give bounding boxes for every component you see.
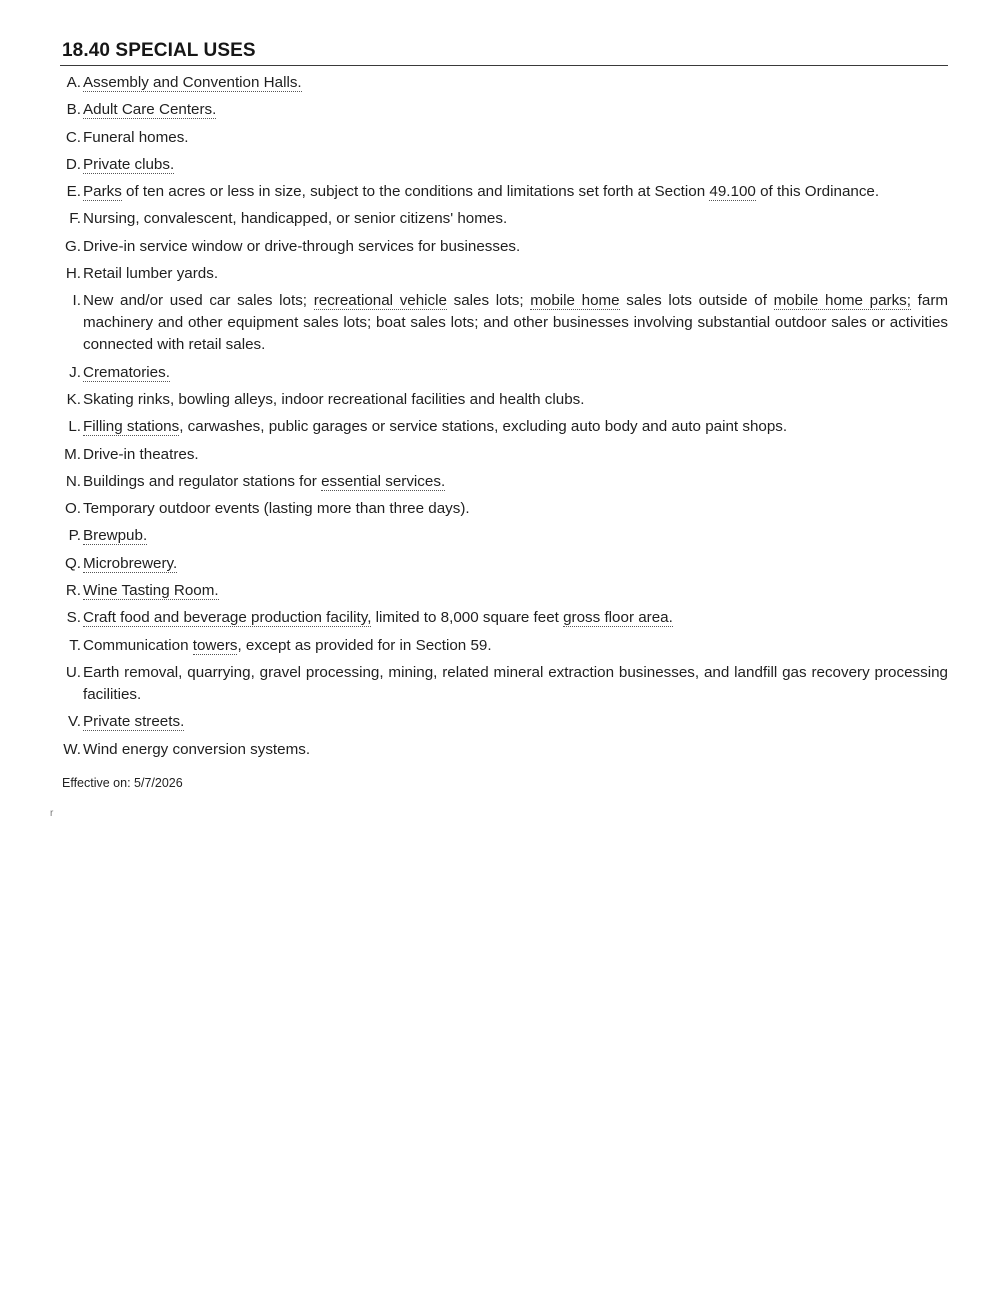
item-text [83, 444, 948, 466]
item-letter: F. [69, 210, 81, 228]
list-item [60, 635, 948, 657]
item-text-segment: of ten acres or less in size, subject to the conditions and limitations set forth at Section [121, 183, 710, 201]
list-item [60, 389, 948, 411]
item-letter: P. [68, 527, 81, 545]
item-letter: N. [65, 472, 81, 490]
definition-link[interactable]: Assembly and Convention Halls. [83, 74, 302, 91]
definition-link[interactable]: Private clubs. [83, 155, 175, 173]
definition-link[interactable]: Microbrewery. [83, 554, 178, 572]
item-text [83, 181, 948, 203]
item-text-segment: Buildings and regulator stations for [83, 472, 322, 490]
item-text [83, 607, 948, 629]
list-item [60, 444, 948, 466]
item-letter: Q. [64, 554, 81, 572]
item-text-segment: Drive-in service window or drive-through services for businesses. [83, 237, 521, 255]
item-letter: O. [64, 500, 81, 518]
item-text-segment: Wind energy conversion systems. [83, 740, 311, 758]
section-title: 18.40 SPECIAL USES [62, 40, 256, 61]
item-text-segment: sales lots; [446, 292, 531, 310]
list-item [60, 553, 948, 575]
item-text [83, 416, 948, 438]
definition-link[interactable]: towers [192, 636, 238, 654]
list-item [60, 416, 948, 438]
title-divider [60, 65, 948, 66]
definition-link[interactable]: mobile home parks; [773, 292, 911, 310]
item-letter: S. [66, 609, 81, 627]
item-text-segment: Funeral homes. [83, 128, 189, 146]
definition-link[interactable]: gross floor area. [563, 609, 673, 627]
scan-speck: r [50, 808, 54, 819]
item-text [83, 553, 948, 575]
definition-link[interactable]: Crematories. [83, 363, 170, 381]
item-text-segment: , except as provided for in Section 59. [237, 636, 492, 654]
item-text [83, 263, 948, 285]
item-text [83, 580, 948, 602]
special-uses-list [60, 72, 948, 766]
definition-link[interactable]: 49.100 [709, 183, 756, 201]
definition-link[interactable]: recreational vehicle [313, 292, 447, 310]
definition-link[interactable]: mobile home [530, 292, 620, 310]
item-text [83, 635, 948, 657]
definition-link[interactable]: Craft food and beverage production facility, [83, 609, 372, 627]
item-letter: H. [65, 265, 81, 283]
item-letter: W. [63, 740, 81, 758]
item-letter: T. [69, 636, 81, 654]
item-letter: C. [65, 128, 81, 146]
item-letter: J. [69, 363, 81, 381]
item-letter: L. [68, 418, 81, 436]
item-text-segment: Temporary outdoor events (lasting more than three days). [83, 500, 470, 518]
list-item [60, 711, 948, 733]
list-item [60, 362, 948, 384]
item-text-segment: Drive-in theatres. [83, 445, 199, 463]
item-letter: E. [66, 183, 81, 201]
item-text-segment: farm machinery and other equipment sales lots; boat sales lots; and other businesses involving substantial outdoor sales or activities connected with retail sales. [83, 292, 949, 354]
item-text [83, 362, 948, 384]
list-item [60, 290, 948, 356]
item-letter: D. [65, 155, 81, 173]
item-text [83, 739, 948, 761]
item-letter: B. [66, 101, 81, 119]
list-item [60, 236, 948, 258]
item-text-segment: Nursing, convalescent, handicapped, or senior citizens' homes. [83, 210, 508, 228]
item-text [83, 72, 948, 94]
item-text [83, 290, 948, 356]
item-text-segment: of this Ordinance. [755, 183, 880, 201]
effective-date: Effective on: 5/7/2026 [62, 776, 183, 790]
definition-link[interactable]: Wine Tasting Room. [83, 582, 219, 600]
item-text [83, 711, 948, 733]
list-item [60, 525, 948, 547]
definition-link[interactable]: Parks [83, 183, 122, 201]
list-item [60, 127, 948, 149]
item-text [83, 236, 948, 258]
list-item [60, 72, 948, 94]
item-letter: G. [64, 237, 81, 255]
item-text [83, 99, 948, 121]
item-text-segment: Earth removal, quarrying, gravel processing, mining, related mineral extraction businesses, and landfill gas recovery processing facilities. [83, 663, 948, 703]
definition-link[interactable]: Filling stations [83, 418, 180, 436]
list-item [60, 739, 948, 761]
item-letter: K. [66, 390, 81, 408]
item-text-segment: Skating rinks, bowling alleys, indoor recreational facilities and health clubs. [83, 390, 585, 408]
item-letter: R. [65, 582, 81, 600]
item-text [83, 525, 948, 547]
item-text-segment: New and/or used car sales lots; [83, 292, 314, 310]
list-item [60, 208, 948, 230]
definition-link[interactable]: Private streets. [83, 713, 185, 731]
item-text [83, 389, 948, 411]
item-text-segment: limited to 8,000 square feet [371, 609, 564, 627]
item-text-segment: , carwashes, public garages or service stations, excluding auto body and auto paint shops. [179, 418, 788, 436]
definition-link[interactable]: Adult Care Centers. [83, 101, 217, 119]
list-item [60, 263, 948, 285]
item-letter: V. [68, 713, 81, 731]
item-text-segment: Communication [83, 636, 193, 654]
item-text [83, 154, 948, 176]
item-letter: A. [66, 74, 81, 91]
item-text [83, 127, 948, 149]
definition-link[interactable]: essential services. [321, 472, 446, 490]
item-text [83, 208, 948, 230]
list-item [60, 580, 948, 602]
list-item [60, 99, 948, 121]
item-text [83, 498, 948, 520]
item-text [83, 662, 948, 706]
list-item [60, 662, 948, 706]
list-item [60, 154, 948, 176]
item-text-segment: sales lots outside of [619, 292, 774, 310]
list-item [60, 181, 948, 203]
list-item [60, 607, 948, 629]
list-item [60, 498, 948, 520]
item-letter: I. [72, 292, 81, 310]
item-letter: M. [64, 445, 81, 463]
list-item [60, 471, 948, 493]
item-letter: U. [65, 663, 81, 681]
item-text [83, 471, 948, 493]
item-text-segment: Retail lumber yards. [83, 265, 219, 283]
definition-link[interactable]: Brewpub. [83, 527, 148, 545]
